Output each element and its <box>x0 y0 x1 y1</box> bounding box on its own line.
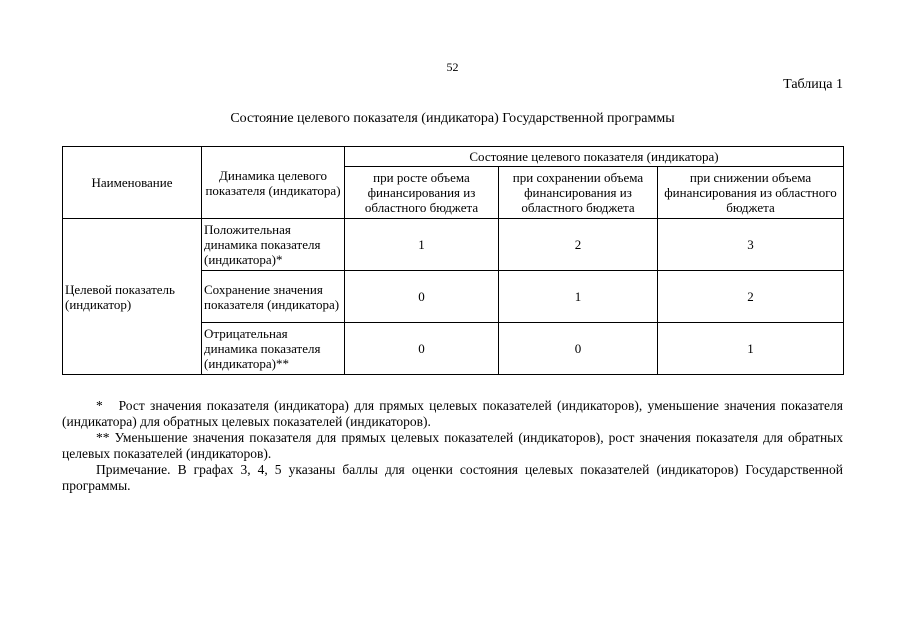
header-col-decrease: при снижении объема финансирования из областного бюджета <box>658 167 844 219</box>
indicator-state-table <box>62 146 844 375</box>
header-col-growth: при росте объема финансирования из областного бюджета <box>345 167 499 219</box>
cell-value: 3 <box>658 219 844 271</box>
footnote-note: Примечание. В графах 3, 4, 5 указаны баллы для оценки состояния целевых показателей (индикаторов) Государственной программы. <box>62 462 843 493</box>
cell-value: 1 <box>499 271 658 323</box>
cell-value: 0 <box>499 323 658 375</box>
row-group-label: Целевой показатель (индикатор) <box>63 219 202 375</box>
row-dynamics: Отрицательная динамика показателя (индикатора)** <box>202 323 345 375</box>
cell-value: 0 <box>345 323 499 375</box>
cell-value: 0 <box>345 271 499 323</box>
cell-value: 2 <box>499 219 658 271</box>
cell-value: 1 <box>658 323 844 375</box>
row-dynamics: Положительная динамика показателя (индикатора)* <box>202 219 345 271</box>
cell-value: 1 <box>345 219 499 271</box>
header-col-keep: при сохранении объема финансирования из областного бюджета <box>499 167 658 219</box>
footnotes <box>62 398 843 494</box>
table-row <box>63 219 844 271</box>
header-name: Наименование <box>63 147 202 219</box>
page-number: 52 <box>446 60 459 74</box>
cell-value: 2 <box>658 271 844 323</box>
header-dynamics: Динамика целевого показателя (индикатора) <box>202 147 345 219</box>
footnote-double-asterisk: ** Уменьшение значения показателя для прямых целевых показателей (индикаторов), рост значения показателя для обратных целевых показателей (индикаторов). <box>62 430 843 461</box>
footnote-single-asterisk: * Рост значения показателя (индикатора) для прямых целевых показателей (индикаторов), уменьшение значения показателя (индикатора) для обратных целевых показателей (индикаторов). <box>62 398 843 429</box>
table-title: Состояние целевого показателя (индикатора) Государственной программы <box>230 111 675 126</box>
table-label: Таблица 1 <box>783 77 843 92</box>
header-state-group: Состояние целевого показателя (индикатора) <box>345 147 844 167</box>
row-dynamics: Сохранение значения показателя (индикатора) <box>202 271 345 323</box>
